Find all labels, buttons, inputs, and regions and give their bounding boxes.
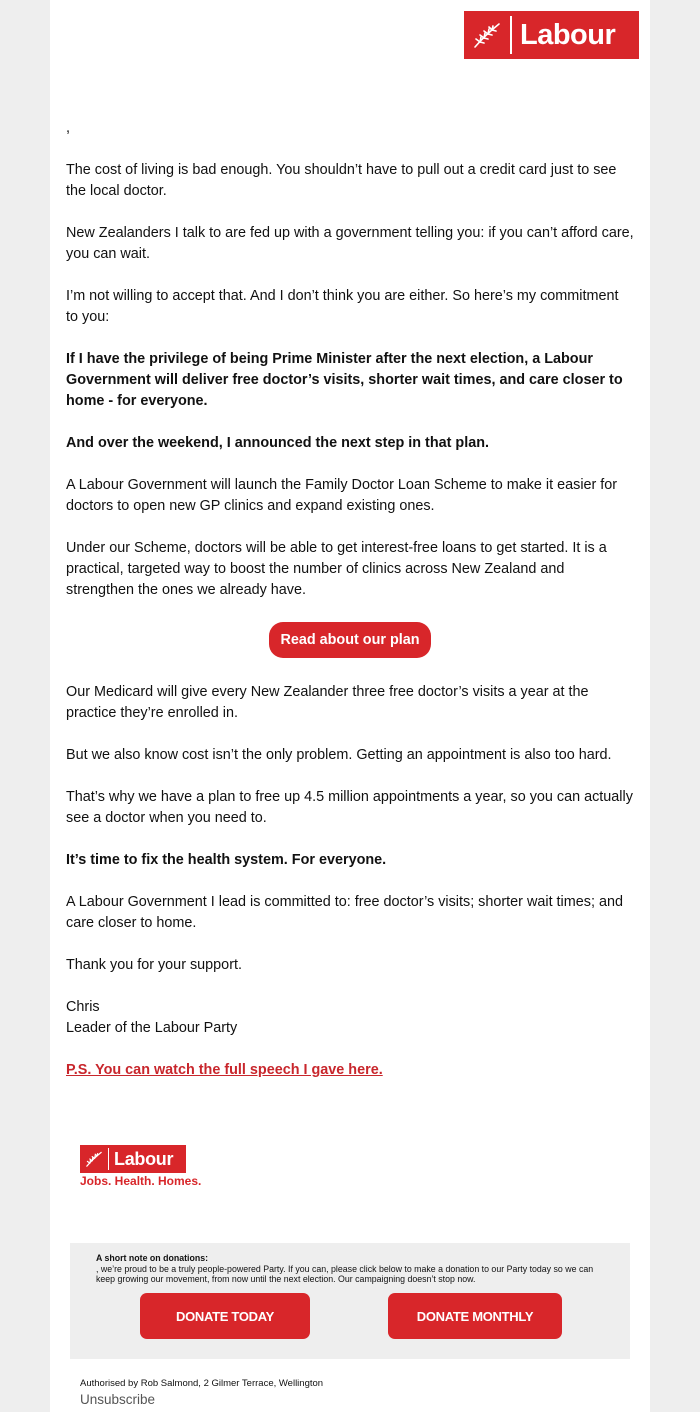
body-paragraph: The cost of living is bad enough. You shouldn’t have to pull out a credit card just to see the local doctor. [66,162,617,199]
email-body [66,118,634,1102]
unsubscribe-link[interactable]: Unsubscribe [80,1392,156,1407]
body-paragraph: But we also know cost isn’t the only problem. Getting an appointment is also too hard. [66,747,612,763]
logo-divider [108,1148,109,1170]
paragraph-group-2 [66,682,634,976]
body-paragraph: And over the weekend, I announced the next step in that plan. [66,435,489,451]
body-paragraph: It’s time to fix the health system. For everyone. [66,852,387,868]
logo-wordmark: Labour [520,18,616,51]
cta-wrap [66,622,634,658]
body-paragraph: A Labour Government I lead is committed to: free doctor’s visits; shorter wait times; and care closer to home. [66,894,623,931]
body-paragraph: A Labour Government will launch the Family Doctor Loan Scheme to make it easier for doctors to open new GP clinics and expand existing ones. [66,477,618,514]
signoff [66,997,634,1039]
donation-box [70,1243,630,1359]
greeting: , [66,120,70,136]
fern-icon [464,11,510,59]
labour-logo[interactable] [464,11,639,59]
footer-tagline: Jobs. Health. Homes. [80,1174,202,1188]
logo-divider [510,16,512,54]
ps-paragraph [66,1060,634,1081]
authorised-statement: Authorised by Rob Salmond, 2 Gilmer Terrace, Wellington [80,1378,324,1389]
paragraph-group-1 [66,160,634,601]
ps-speech-link[interactable]: P.S. You can watch the full speech I gave here. [66,1062,383,1078]
footer-logo-box [80,1145,186,1173]
donate-monthly-button[interactable]: DONATE MONTHLY [388,1293,562,1339]
body-paragraph: If I have the privilege of being Prime Minister after the next election, a Labour Government will deliver free doctor’s visits, shorter wait times, and care closer to home - for everyone. [66,351,623,409]
donate-today-button[interactable]: DONATE TODAY [140,1293,310,1339]
fern-icon [80,1145,108,1173]
signoff-title: Leader of the Labour Party [66,1020,238,1036]
read-plan-button[interactable]: Read about our plan [269,622,430,658]
body-paragraph: Our Medicard will give every New Zealander three free doctor’s visits a year at the practice they’re enrolled in. [66,684,589,721]
body-paragraph: Under our Scheme, doctors will be able to get interest-free loans to get started. It is a practical, targeted way to boost the number of clinics across New Zealand and strengthen the ones we already have. [66,540,607,598]
footer-logo-wordmark: Labour [114,1148,174,1169]
body-paragraph: That’s why we have a plan to free up 4.5 million appointments a year, so you can actually see a doctor when you need to. [66,789,633,826]
body-paragraph: I’m not willing to accept that. And I don’t think you are either. So here’s my commitment to you: [66,288,619,325]
body-paragraph: New Zealanders I talk to are fed up with a government telling you: if you can’t afford care, you can wait. [66,225,634,262]
signoff-name: Chris [66,999,100,1015]
donation-note [96,1253,606,1285]
body-paragraph: Thank you for your support. [66,957,242,973]
donation-text: , we’re proud to be a truly people-powered Party. If you can, please click below to make a donation to our Party today so we can keep growing our movement, from now until the next election. Our campaigning doesn’t stop now. [96,1263,594,1284]
email-page [50,0,650,1412]
footer-logo[interactable] [80,1145,201,1188]
donation-heading: A short note on donations: [96,1253,209,1263]
